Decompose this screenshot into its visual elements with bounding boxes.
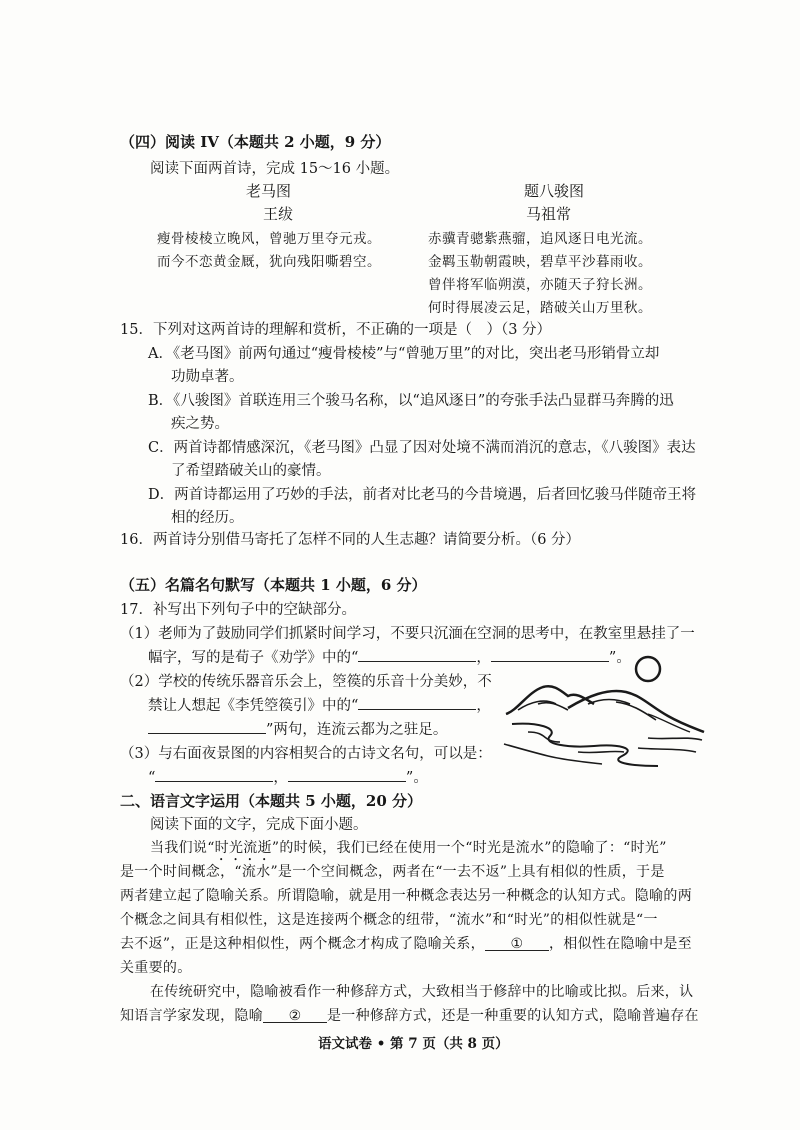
q17-item-1-line-2: 幅字，写的是荀子《劝学》中的“ ， ”。 [148, 646, 631, 667]
section4-instruction: 阅读下面两首诗，完成 15～16 小题。 [150, 161, 400, 177]
section4-heading: （四）阅读 IV（本题共 2 小题，9 分） [120, 133, 391, 151]
poem1-author: 王绂 [263, 205, 294, 223]
passage-p1-line-6: 关重要的。 [120, 960, 192, 976]
poem2-title: 题八骏图 [524, 182, 585, 200]
q15-stem: 15．下列对这两首诗的理解和赏析，不正确的一项是（ ）（3 分） [120, 322, 552, 338]
q15-option-a-line-1: A．《老马图》前两句通过“瘦骨棱棱”与“曾驰万里”的对比，突出老马形销骨立却 [148, 346, 660, 362]
passage-p1-line-3: 两者建立起了隐喻关系。所谓隐喻，就是用一种概念表达另一种概念的认知方式。隐喻的两 [120, 888, 692, 904]
q15-option-b-line-2: 疾之势。 [171, 416, 229, 432]
q15-option-d-line-1: D．两首诗都运用了巧妙的手法，前者对比老马的今昔境遇，后者回忆骏马伴随帝王将 [148, 487, 697, 503]
page-footer: 语文试卷 • 第 7 页（共 8 页） [318, 1036, 509, 1052]
poem2-line-3: 曾伴将军临朔漠，亦随天子狩长洲。 [428, 277, 652, 293]
poem2-line-2: 金羁玉勒朝霞映，碧草平沙暮雨收。 [428, 254, 652, 270]
poem1-line-1: 瘦骨棱棱立晚风，曾驰万里夺元戎。 [157, 231, 381, 247]
mountain-right-icon [568, 691, 704, 732]
passage-p1-line-5: 去不返”，正是这种相似性，两个概念才构成了隐喻关系， ① ，相似性在隐喻中是至 [120, 936, 692, 952]
passage-blank-2[interactable]: ② [263, 1008, 327, 1023]
q17-item-2-line-2: 禁让人想起《李凭箜篌引》中的“ ， [148, 694, 491, 715]
q15-option-d-line-2: 相的经历。 [171, 510, 244, 526]
q15-option-a-line-2: 功勋卓著。 [171, 369, 244, 385]
moon-icon [636, 657, 660, 681]
answer-blank-4[interactable] [148, 719, 266, 734]
q15-option-c-line-1: C．两首诗都情感深沉，《老马图》凸显了因对处境不满而消沉的意志，《八骏图》表达 [148, 440, 696, 456]
answer-blank-6[interactable] [288, 767, 406, 782]
passage-p1-line-1: 当我们说“时光流逝”的时候，我们已经在使用一个“时光是流水”的隐喻了：“时光” [150, 840, 667, 856]
answer-blank-3[interactable] [358, 695, 476, 710]
passage-p2-line-1: 在传统研究中，隐喻被看作一种修辞方式，大致相当于修辞中的比喻或比拟。后来，认 [150, 984, 694, 1000]
river-icon [512, 724, 658, 766]
q17-item-2-line-3: ”两句，连流云都为之驻足。 [148, 718, 447, 739]
passage-p1-line-4: 个概念之间具有相似性，这是连接两个概念的纽带，“流水”和“时光”的相似性就是“一 [120, 912, 658, 928]
q16-stem: 16．两首诗分别借马寄托了怎样不同的人生志趣？请简要分析。（6 分） [120, 532, 581, 548]
q17-stem: 17．补写出下列句子中的空缺部分。 [120, 602, 356, 618]
answer-blank-1[interactable] [358, 647, 476, 662]
q17-item-2-line-1: （2）学校的传统乐器音乐会上，箜篌的乐音十分美妙，不 [120, 674, 492, 690]
q17-item-3-line-1: （3）与右面夜景图的内容相契合的古诗文名句，可以是： [120, 746, 492, 762]
poem1-line-2: 而今不恋黄金厩，犹向残阳嘶碧空。 [157, 254, 381, 270]
section2-instruction: 阅读下面的文字，完成下面小题。 [150, 817, 368, 833]
passage-p1-line-2: 是一个时间概念，“流水”是一个空间概念，两者在“一去不返”上具有相似的性质，于是 [120, 864, 665, 880]
q17-item-1-line-1: （1）老师为了鼓励同学们抓紧时间学习，不要只沉湎在空洞的思考中，在教室里悬挂了一 [120, 626, 695, 642]
poem2-line-4: 何时得展凌云足，踏破关山万里秋。 [428, 300, 652, 316]
passage-p2-line-2: 知语言学家发现，隐喻 ② 是一种修辞方式，还是一种重要的认知方式，隐喻普遍存在 [120, 1008, 699, 1024]
section2-heading: 二、语言文字运用（本题共 5 小题，20 分） [120, 792, 422, 810]
poem1-title: 老马图 [246, 182, 292, 200]
section5-heading: （五）名篇名句默写（本题共 1 小题，6 分） [120, 576, 427, 594]
q15-option-b-line-1: B．《八骏图》首联连用三个骏马名称，以“追风逐日”的夸张手法凸显群马奔腾的迅 [148, 393, 674, 409]
poem2-line-1: 赤骥青骢紫燕骝，追风逐日电光流。 [428, 231, 652, 247]
q15-option-c-line-2: 了希望踏破关山的豪情。 [171, 463, 331, 479]
poem2-author: 马祖常 [526, 205, 572, 223]
q17-item-3-line-2: “ ， ”。 [148, 766, 428, 787]
night-landscape-illustration [498, 652, 713, 772]
answer-blank-5[interactable] [155, 767, 273, 782]
passage-blank-1[interactable]: ① [485, 936, 549, 951]
